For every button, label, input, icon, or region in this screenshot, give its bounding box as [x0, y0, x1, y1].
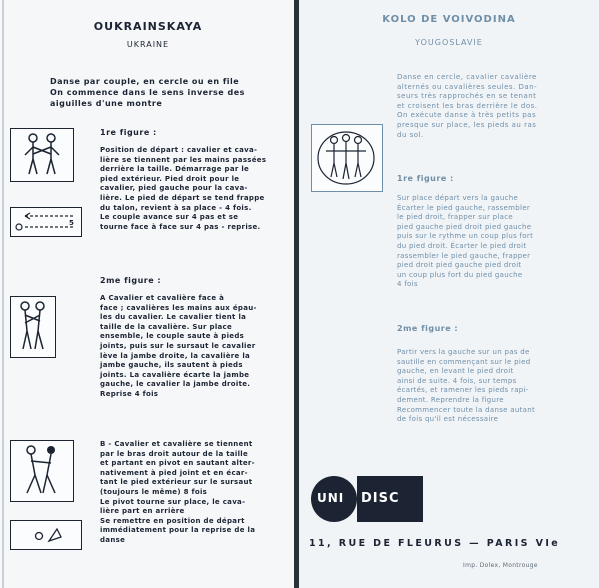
figure-1-text-right: Sur place départ vers la gauche Écarter le pied gauche, rassembler le pied droit, frapper sur place pied gauche pied droit pied gauche puis sur le rythme un coup plus fort du pied droit. Écarter le pied droit rassembler le pied gauche, frapper pied droit pied gauche pied droit un coup plus fort du pied gauche 4 fois: [397, 194, 534, 289]
figure-2a-text-left: A Cavalier et cavalière face à face ; cavalières les mains aux épau- les du cavalier. Le cavalier tient la taille de la cavalière. Sur place ensemble, le couple saute à pieds joints, puis sur le sursaut le cavalier lève la jambe droite, la cavalière la jambe gauche, ils sautent à pieds joints. La cavalière écarte la jambe gauche, le cavalier la jambe droite. Reprise 4 fois: [100, 294, 257, 398]
pivot-diagram: [10, 520, 82, 550]
publisher-address: 11, RUE DE FLEURUS — PARIS VIe: [309, 538, 561, 549]
step-diagram: [10, 207, 82, 237]
figure-2-heading-left: 2me figure :: [100, 276, 162, 285]
dance-country-right: YOUGOSLAVIE: [415, 38, 483, 47]
figure-2-heading-right: 2me figure :: [397, 324, 459, 333]
unidisc-logo: [311, 476, 423, 522]
dance-intro-left: Danse par couple, en cercle ou en file On commence dans le sens inverse des aiguilles d'une montre: [50, 77, 245, 108]
logo-uni-text: UNI: [317, 491, 345, 505]
dance-intro-right: Danse en cercle, cavalier cavalière alternés ou cavalières seules. Dan- seurs très rapprochés en se tenant et croisent les bras derrière le dos. On exécute danse à très petits pas presque sur place, les pieds au ras du sol.: [397, 73, 538, 139]
dance-title-right: KOLO DE VOIVODINA: [382, 14, 516, 25]
figure-2b-text-left: B - Cavalier et cavalière se tiennent par le bras droit autour de la taille et partant en pivot en sautant alter- nativement à pied joint et en écar- tant le pied extérieur sur le sursaut (toujours le même) 8 fois Le pivot tourne sur place, le cava- lière part en arrière Se remettre en position de départ immédiatement pour la reprise de la danse: [100, 440, 256, 544]
figure-1-heading-left: 1re figure :: [100, 128, 157, 137]
couple-illustration-2a: [10, 296, 56, 358]
couple-illustration-2b: [10, 440, 74, 502]
printer-credit: Imp. Dolex, Montrouge: [463, 562, 538, 569]
figure-2-text-right: Partir vers la gauche sur un pas de sautille en commençant sur le pied gauche, en levant le pied droit ainsi de suite. 4 fois, sur temps écartés, et ramener les pieds rapi- dement. Reprendre la figure Recommencer toute la danse autant de fois qu'il est nécessaire: [397, 348, 536, 424]
left-page: [0, 0, 296, 588]
couple-illustration-1: [10, 128, 74, 182]
logo-disc-text: DISC: [361, 491, 400, 506]
diagram-label: 5: [69, 219, 74, 227]
dance-country-left: UKRAINE: [126, 40, 170, 49]
right-page: [299, 0, 599, 588]
page-edge: [2, 0, 4, 588]
figure-1-heading-right: 1re figure :: [397, 174, 454, 183]
dance-title-left: OUKRAINSKAYA: [93, 20, 203, 33]
circle-dance-illustration: [311, 124, 383, 192]
figure-1-text-left: Position de départ : cavalier et cava- lière se tiennent par les mains passées derrière la taille. Démarrage par le pied extérieur. Pied droit pour le cavalier, pied gauche pour la cava- lière. Le pied de départ se tend frappe du talon, revient à sa place - 4 fois. Le couple avance sur 4 pas et se tourne face à face sur 4 pas - reprise.: [100, 146, 267, 231]
